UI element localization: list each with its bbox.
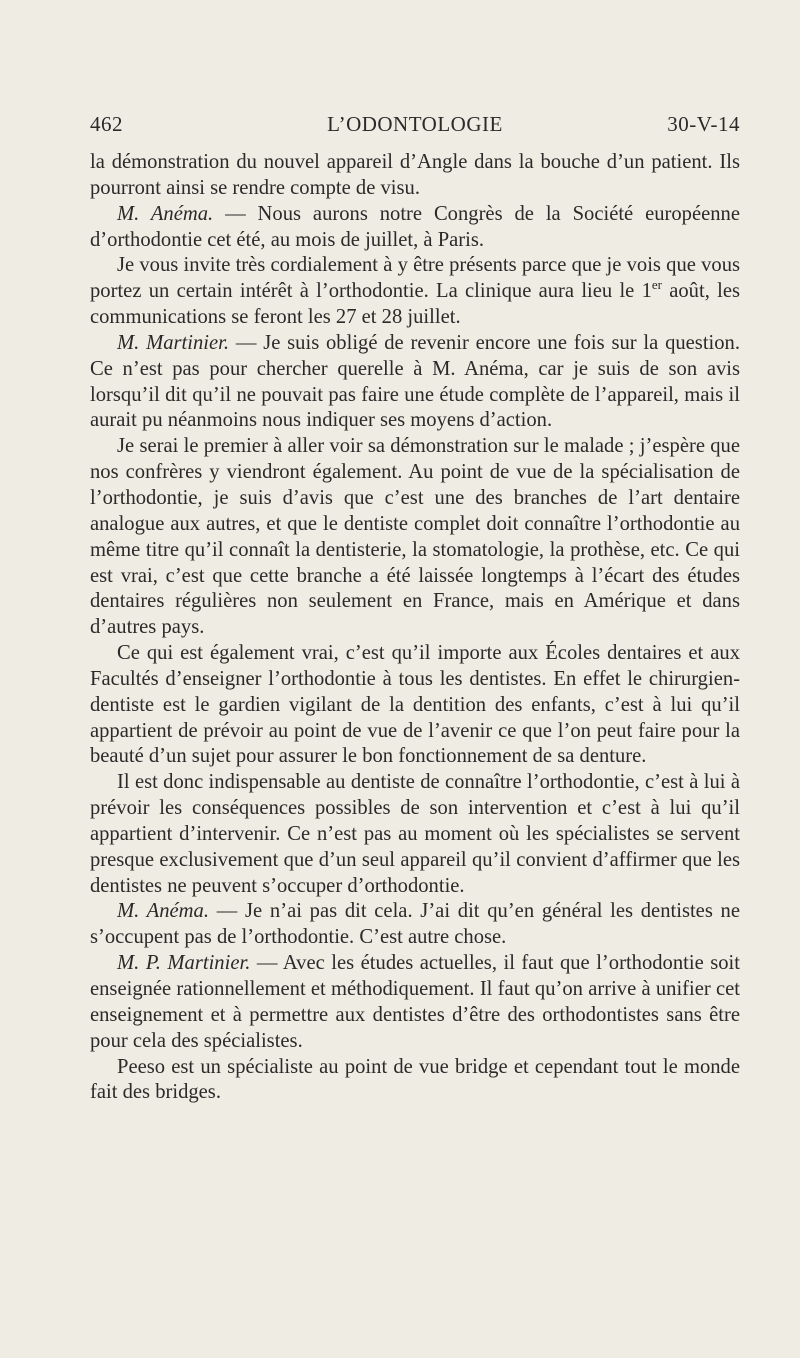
paragraph: Il est donc indispensable au dentiste de connaître l’orthodontie, c’est à lui à prévoir les conséquences possibles de son intervention et c’est à lui qu’il appartient d’intervenir. Ce n’est pas au moment où les spécialistes se servent presque exclusivement que d’un seul appareil qu’il convient d’affirmer que les dentistes ne peuvent s’occuper d’orthodontie. bbox=[90, 771, 740, 897]
paragraph: la démonstration du nouvel appareil d’Angle dans la bouche d’un patient. Ils pourront ainsi se rendre compte de visu. bbox=[90, 151, 740, 199]
paragraph: M. Anéma. — Je n’ai pas dit cela. J’ai dit qu’en général les dentistes ne s’occupent pas de l’orthodontie. C’est autre chose. bbox=[90, 900, 740, 949]
speaker-name: M. P. Martinier. bbox=[117, 952, 251, 975]
paragraph: M. Anéma. — Nous aurons notre Congrès de la Société européenne d’orthodontie cet été, au mois de juillet, à Paris. bbox=[90, 202, 740, 251]
running-header bbox=[90, 112, 740, 142]
body-text bbox=[90, 150, 740, 1106]
page-number: 462 bbox=[90, 112, 123, 136]
superscript: er bbox=[651, 277, 662, 293]
journal-title: L’ODONTOLOGIE bbox=[327, 112, 503, 136]
paragraph: Je serai le premier à aller voir sa démonstration sur le malade ; j’espère que nos confrères y viendront également. Au point de vue de la spécialisation de l’orthodontie, je suis d’avis que c’est une des branches de l’art dentaire analogue aux autres, et que le dentiste complet doit connaître l’orthodontie au même titre qu’il connaît la dentisterie, la stomatologie, la prothèse, etc. Ce qui est vrai, c’est que cette branche a été laissée longtemps à l’écart des études dentaires régulières non seulement en France, mais en Amérique et dans d’autres pays. bbox=[90, 435, 740, 639]
speaker-name: M. Anéma. bbox=[117, 900, 209, 923]
speaker-name: M. Anéma. bbox=[117, 202, 214, 225]
paragraph: Peeso est un spécialiste au point de vue bridge et cependant tout le monde fait des bridges. bbox=[90, 1055, 740, 1104]
paragraph: M. P. Martinier. — Avec les études actuelles, il faut que l’orthodontie soit enseignée rationnellement et méthodiquement. Il faut qu’on arrive à unifier cet enseignement et à permettre aux dentistes d’être des orthodontistes sans être pour cela des spécialistes. bbox=[90, 952, 741, 1052]
paragraph: Ce qui est également vrai, c’est qu’il importe aux Écoles dentaires et aux Facultés d’enseigner l’orthodontie à tous les dentistes. En effet le chirurgien-dentiste est le gardien vigilant de la dentition des enfants, c’est à lui qu’il appartient de prévoir au point de vue de l’avenir ce que l’on peut faire pour la beauté d’un sujet pour assurer le bon fonctionnement de sa denture. bbox=[90, 642, 740, 768]
paragraph: Je vous invite très cordialement à y être présents parce que je vois que vous portez un certain intérêt à l’orthodontie. La clinique aura lieu le 1er août, les communications se feront les 27 et 28 juillet. bbox=[90, 254, 740, 329]
paragraph: M. Martinier. — Je suis obligé de revenir encore une fois sur la question. Ce n’est pas pour chercher querelle à M. Anéma, car je suis de son avis lorsqu’il dit qu’il ne pouvait pas faire une étude complète de l’appareil, mais il aurait pu néanmoins nous indiquer ses moyens d’action. bbox=[90, 331, 740, 432]
issue-date: 30-V-14 bbox=[667, 112, 740, 136]
speaker-name: M. Martinier. bbox=[117, 331, 230, 354]
